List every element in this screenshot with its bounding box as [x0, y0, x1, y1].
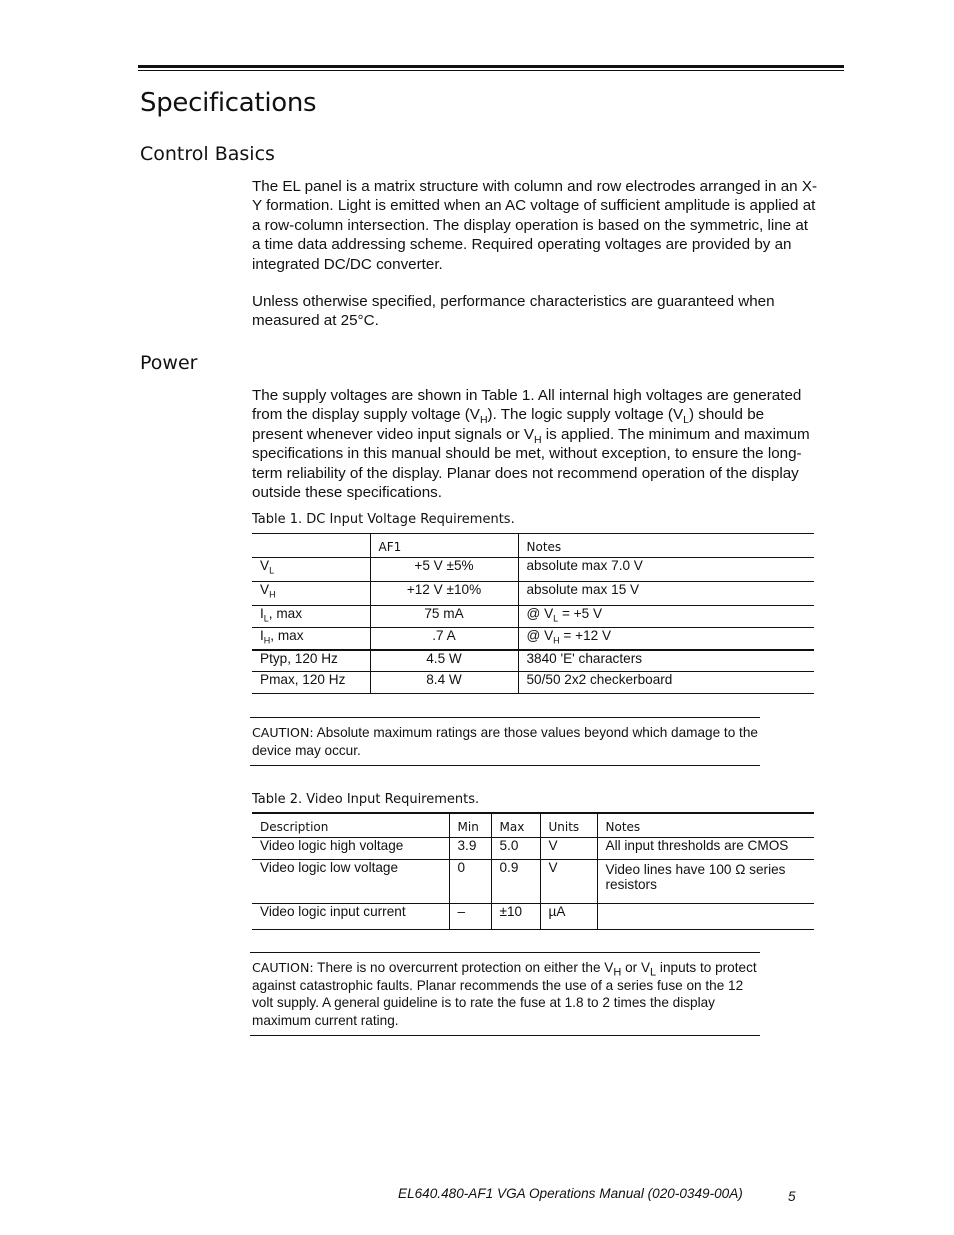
caution-text: Absolute maximum ratings are those values beyond which damage to the device may occur. — [252, 725, 758, 758]
table2-max: 5.0 — [491, 837, 540, 859]
caution-note-ratings — [250, 717, 760, 766]
table1-param: $V_L$ — [252, 558, 370, 582]
caution-label: CAUTION: — [252, 960, 314, 975]
table-row — [252, 582, 814, 606]
table1-param: $I_L$, max — [252, 606, 370, 628]
table1-header-param — [252, 534, 370, 558]
caution-text-2: or V — [621, 960, 651, 975]
table1-value: 4.5 W — [370, 650, 518, 672]
table2-notes — [597, 903, 814, 929]
table1-param: $V_H$ — [252, 582, 370, 606]
table1-note: 3840 'E' characters — [518, 650, 814, 672]
table-row — [252, 606, 814, 628]
power-sub-2: L — [683, 414, 689, 427]
table1-note: @ $V_H = +12$ V — [518, 628, 814, 650]
header-rule — [138, 65, 844, 68]
control-basics-heading: Control Basics — [140, 143, 275, 165]
caution-sub-1: H — [613, 966, 622, 979]
table2-min: 0 — [449, 859, 491, 903]
page-title: Specifications — [140, 88, 317, 118]
power-paragraph — [252, 386, 818, 502]
table2-description: Video logic high voltage — [252, 837, 449, 859]
table1-value: +12 V ±10% — [370, 582, 518, 606]
table2-header-notes: Notes — [597, 813, 814, 837]
power-sub-3: H — [533, 433, 542, 446]
table1-note: @ $V_L = +5$ V — [518, 606, 814, 628]
table1-note: absolute max 15 V — [518, 582, 814, 606]
power-text-3: ) should be present whenever video input signals or V — [252, 406, 765, 443]
page-number: 5 — [788, 1189, 796, 1204]
header-rule-thin — [138, 70, 844, 71]
table2-description: Video logic input current — [252, 903, 449, 929]
table2-description: Video logic low voltage — [252, 859, 449, 903]
table1-param: Ptyp, 120 Hz — [252, 650, 370, 672]
power-text-1: The supply voltages are shown in Table 1. All internal high voltages are generated from the display supply voltage (V — [252, 387, 802, 424]
table1-value: 75 mA — [370, 606, 518, 628]
table2-header-units: Units — [540, 813, 597, 837]
dc-input-voltage-table — [252, 533, 814, 694]
caution-label: CAUTION: — [252, 725, 314, 740]
table2-caption: Table 2. Video Input Requirements. — [252, 792, 480, 807]
power-sub-1: H — [479, 414, 488, 427]
power-heading: Power — [140, 352, 198, 374]
table-row — [252, 859, 814, 903]
video-input-table — [252, 812, 814, 930]
table-row — [252, 628, 814, 650]
table1-param: $I_H$, max — [252, 628, 370, 650]
table-row — [252, 672, 814, 694]
table1-caption: Table 1. DC Input Voltage Requirements. — [252, 512, 515, 527]
table2-notes: All input thresholds are CMOS — [597, 837, 814, 859]
table2-units: V — [540, 837, 597, 859]
table1-note: 50/50 2x2 checkerboard — [518, 672, 814, 694]
caution-note-overcurrent — [250, 952, 760, 1036]
table1-value: +5 V ±5% — [370, 558, 518, 582]
footer-manual-title: EL640.480-AF1 VGA Operations Manual (020-0349-00A) — [398, 1186, 743, 1201]
control-basics-paragraph: The EL panel is a matrix structure with column and row electrodes arranged in an X-Y formation. Light is emitted when an AC voltage of sufficient amplitude is applied at a row-column intersection. The display operation is based on the symmetric, line at a time data addressing scheme. Required operating voltages are provided by an integrated DC/DC converter. — [252, 178, 818, 273]
table2-notes: Video lines have 100 Ω series resistors — [597, 859, 814, 903]
table2-max: ±10 — [491, 903, 540, 929]
caution-text-3: inputs to protect against catastrophic faults. Planar recommends the use of a series fuse on the 12 volt supply. A general guideline is to rate the fuse at 1.8 to 2 times the display maximum current rating. — [252, 960, 757, 1028]
table1-value: .7 A — [370, 628, 518, 650]
table2-min: – — [449, 903, 491, 929]
table-row — [252, 903, 814, 929]
table-row — [252, 650, 814, 672]
table2-units: V — [540, 859, 597, 903]
table1-note: absolute max 7.0 V — [518, 558, 814, 582]
table1-header-notes: Notes — [518, 534, 814, 558]
table1-value: 8.4 W — [370, 672, 518, 694]
table2-header-description: Description — [252, 813, 449, 837]
caution-sub-2: L — [650, 966, 657, 979]
table2-max: 0.9 — [491, 859, 540, 903]
table2-header-max: Max — [491, 813, 540, 837]
temperature-paragraph: Unless otherwise specified, performance characteristics are guaranteed when measured at 25°C. — [252, 293, 775, 330]
table-row — [252, 837, 814, 859]
table1-param: Pmax, 120 Hz — [252, 672, 370, 694]
table2-header-min: Min — [449, 813, 491, 837]
table2-units: µA — [540, 903, 597, 929]
caution-text-1: There is no overcurrent protection on either the V — [313, 960, 614, 975]
table1-header-af1: AF1 — [370, 534, 518, 558]
power-text-2: ). The logic supply voltage (V — [487, 406, 684, 424]
power-text-4: is applied. The minimum and maximum specifications in this manual should be met, without exception, to ensure the long-term reliability of the display. Planar does not recommend operation of the display outside these specifications. — [252, 425, 810, 502]
table-row — [252, 558, 814, 582]
table2-min: 3.9 — [449, 837, 491, 859]
